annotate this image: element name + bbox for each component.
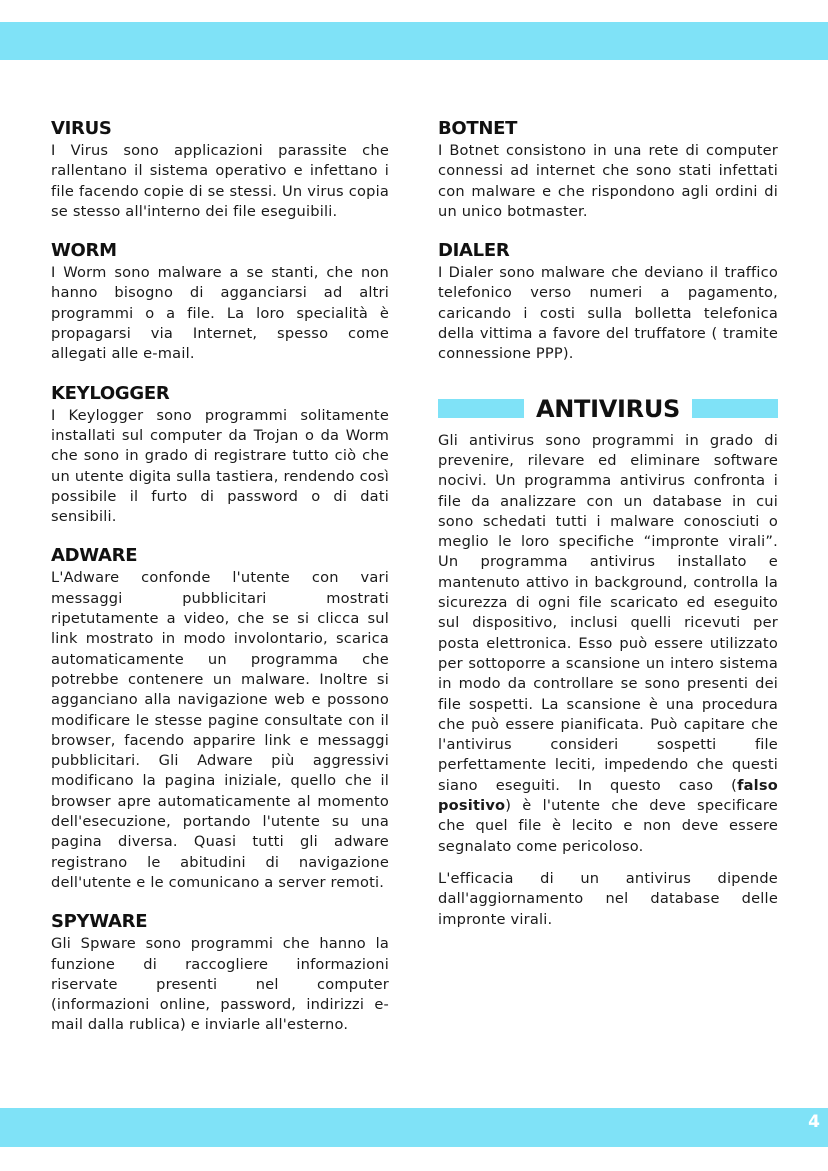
heading-virus: VIRUS [51, 118, 112, 139]
antivirus-header [438, 395, 778, 423]
bottom-banner [0, 1108, 828, 1147]
text-adware: L'Adware confonde l'utente con vari messaggi pubblicitari mostrati ripetutamente a video, che se si clicca sul link mostrato in modo involontario, scarica automaticamente un programma che potrebbe contenere un malware. Inoltre si agganciano alla navigazione web e possono modificare le stesse pagine consultate con il browser, facendo apparire link e messaggi pubblicitari. Gli Adware più aggressivi modificano la pagina iniziale, quello che il browser apre automaticamente al momento dell'esecuzione, portando l'utente su una pagina diversa. Quasi tutti gli adware registrano le abitudini di navigazione dell'utente e le comunicano a server remoti. [51, 569, 389, 891]
heading-antivirus: ANTIVIRUS [535, 394, 681, 423]
antivirus-text-before: Gli antivirus sono programmi in grado di prevenire, rilevare ed eliminare software nocivi. Un programma antivirus confronta i file da analizzare con un database in cui sono schedati tutti i malware conosciuti o meglio le loro specifiche “impronte virali”. Un programma antivirus installato e mantenuto attivo in background, controlla la sicurezza di ogni file scaricato ed eseguito sul dispositivo, inclusi quelli ricevuti per posta elettronica. Esso può essere utilizzato per sottoporre a scansione un intero sistema in modo da controllare se sono presenti dei file sospetti. La scansione è una procedura che può essere pianificata. Può capitare che l'antivirus consideri sospetti file perfettamente leciti, impedendo che questi siano eseguiti. In questo caso ( [438, 431, 778, 794]
section-adware [51, 545, 389, 893]
text-antivirus-closing: L'efficacia di un antivirus dipende dall'aggiornamento nel database delle impronte virali. [438, 869, 778, 928]
false-positive-term: falso positivo [438, 776, 778, 815]
section-spyware [51, 911, 389, 1035]
heading-spyware: SPYWARE [51, 911, 148, 933]
text-spyware: Gli Spware sono programmi che hanno la funzione di raccogliere informazioni riservate presenti nel computer (informazioni online, password, indirizzi e-mail dalla rublica) e inviarle all'esterno. [51, 935, 389, 1034]
text-virus: I Virus sono applicazioni parassite che rallentano il sistema operativo e infettano i file facendo copie di se stessi. Un virus copia se stesso all'interno dei file eseguibili. [51, 142, 389, 220]
heading-worm: WORM [51, 240, 117, 262]
section-keylogger [51, 383, 389, 528]
text-antivirus [438, 431, 778, 857]
section-botnet [438, 118, 778, 222]
heading-botnet: BOTNET [438, 118, 518, 139]
text-keylogger: I Keylogger sono programmi solitamente installati sul computer da Trojan o da Worm che sono in grado di registrare tutto ciò che un utente digita sulla tastiera, rendendo così possibile il furto di password o di dati sensibili. [51, 406, 389, 526]
text-worm: I Worm sono malware a se stanti, che non hanno bisogno di agganciarsi ad altri programmi o a file. La loro specialità è propagarsi via Internet, spesso come allegati alle e-mail. [51, 264, 389, 363]
section-dialer [438, 240, 778, 364]
page-number: 4 [808, 1112, 820, 1132]
heading-dialer: DIALER [438, 240, 510, 262]
top-banner [0, 22, 828, 60]
text-botnet: I Botnet consistono in una rete di computer connessi ad internet che sono stati infettati con malware e che rispondono agli ordini di un unico botmaster. [438, 142, 778, 220]
section-virus [51, 118, 389, 222]
right-column [438, 118, 778, 930]
left-column [51, 118, 389, 1054]
text-dialer: I Dialer sono malware che deviano il traffico telefonico verso numeri a pagamento, caricando i costi sulla bolletta telefonica della vittima a favore del truffatore ( tramite connessione PPP). [438, 264, 778, 363]
heading-adware: ADWARE [51, 545, 138, 567]
accent-bar-left [438, 399, 524, 418]
heading-keylogger: KEYLOGGER [51, 382, 170, 404]
accent-bar-right [692, 399, 778, 418]
antivirus-text-after: ) è l'utente che deve specificare che quel file è lecito e non deve essere segnalato come pericoloso. [438, 797, 778, 855]
section-worm [51, 240, 389, 364]
